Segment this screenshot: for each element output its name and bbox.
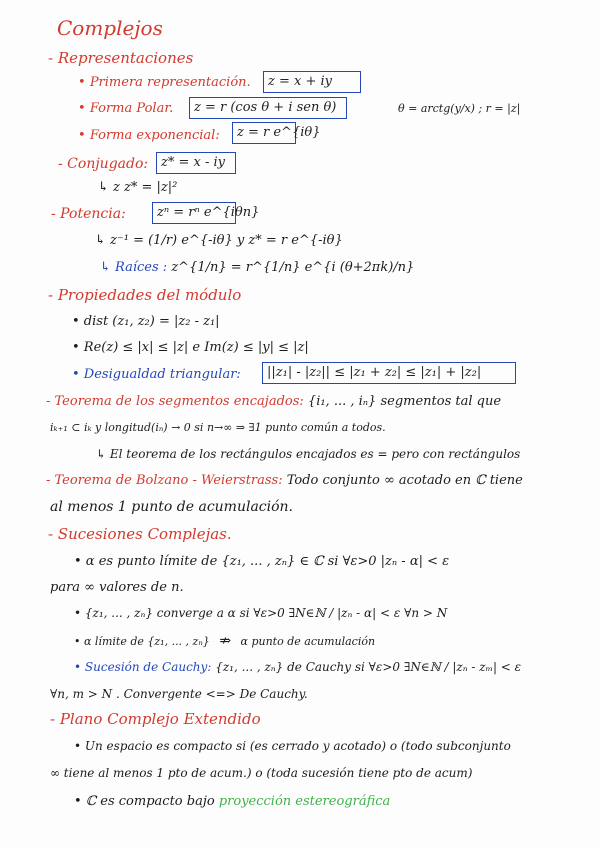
- potencia-formula-box: zⁿ = rⁿ e^{iθn}: [152, 202, 236, 224]
- propiedad-re-im: • Re(z) ≤ |x| ≤ |z| e Im(z) ≤ |y| ≤ |z|: [72, 340, 309, 355]
- sucesiones-heading: - Sucesiones Complejas.: [48, 525, 232, 543]
- compacto-text: • ℂ es compacto bajo: [74, 794, 215, 809]
- plano-line-2: ∞ tiene al menos 1 pto de acum.) o (toda sucesión tiene pto de acum): [50, 766, 473, 780]
- potencia-sub2: [100, 261, 414, 274]
- potencia-sub1: ↳ z⁻¹ = (1/r) e^{-iθ} y z* = r e^{-iθ}: [95, 233, 343, 248]
- rep-formula-box-1: z = x + iy: [263, 71, 361, 93]
- segmentos-line-1: [46, 395, 501, 408]
- segmentos-line1-rest: {i₁, ... , iₙ} segmentos tal que: [307, 394, 502, 409]
- bolzano-line1-rest: Todo conjunto ∞ acotado en ℂ tiene: [286, 473, 523, 488]
- rep-item-label: Forma Polar.: [89, 101, 174, 116]
- proyeccion-text: proyección estereográfica: [218, 794, 391, 809]
- sucesiones-line-3: • {z₁, ... , zₙ} converge a α si ∀ε>0 ∃N∈ℕ / |zₙ - α| < ε ∀n > N: [74, 606, 448, 620]
- cauchy-label: • Sucesión de Cauchy:: [74, 660, 212, 674]
- raices-formula: z^{1/n} = r^{1/n} e^{i (θ+2πk)/n}: [171, 260, 415, 275]
- raices-label: ↳ Raíces :: [100, 260, 168, 275]
- conjugado-sub: ↳ z z* = |z|²: [98, 180, 178, 195]
- sucesiones-line-6: ∀n, m > N . Convergente <=> De Cauchy.: [50, 687, 308, 701]
- plano-line-3: [74, 795, 390, 808]
- representaciones-heading: - Representaciones: [48, 49, 194, 67]
- segmentos-line-2: iₖ₊₁ ⊂ iₖ y longitud(iₙ) → 0 si n→∞ ⇒ ∃1 punto común a todos.: [50, 421, 386, 434]
- limite-text: • α límite de {z₁, ... , zₙ}: [74, 635, 210, 648]
- cauchy-line: [74, 661, 521, 673]
- propiedad-dist: • dist (z₁, z₂) = |z₂ - z₁|: [72, 314, 220, 329]
- rep-formula-box-3: z = r e^{iθ}: [232, 122, 296, 144]
- rep-item-2: [78, 102, 173, 115]
- desigualdad-label: • Desigualdad triangular:: [72, 367, 241, 382]
- segmentos-heading: - Teorema de los segmentos encajados:: [46, 394, 304, 409]
- bullet: •: [78, 128, 86, 143]
- rep-item-label: Forma exponencial:: [89, 128, 220, 143]
- bolzano-line-2: al menos 1 punto de acumulación.: [50, 499, 294, 515]
- not-implies-icon: ⇏: [219, 633, 232, 649]
- rep-formula-box-2: z = r (cos θ + i sen θ): [189, 97, 347, 119]
- bullet: •: [78, 101, 86, 116]
- conjugado-formula-box: z* = x - iy: [156, 152, 236, 174]
- propiedades-heading: - Propiedades del módulo: [48, 286, 242, 304]
- potencia-label: - Potencia:: [51, 206, 126, 222]
- bullet: •: [78, 75, 86, 90]
- plano-line-1: • Un espacio es compacto si (es cerrado y acotado) o (todo subconjunto: [74, 739, 511, 753]
- rep-item-1: [78, 76, 251, 89]
- sucesiones-line-4: [74, 634, 375, 648]
- bolzano-heading: - Teorema de Bolzano - Weierstrass:: [46, 473, 283, 488]
- page-title: Complejos: [57, 16, 163, 40]
- desigualdad-formula-box: ||z₁| - |z₂|| ≤ |z₁ + z₂| ≤ |z₁| + |z₂|: [262, 362, 516, 384]
- conjugado-label: - Conjugado:: [58, 156, 149, 172]
- rep-note: θ = arctg(y/x) ; r = |z|: [398, 102, 521, 115]
- sucesiones-line-1: • α es punto límite de {z₁, ... , zₙ} ∈ ℂ si ∀ε>0 |zₙ - α| < ε: [74, 554, 450, 569]
- bolzano-line-1: [46, 474, 523, 487]
- segmentos-line-3: ↳ El teorema de los rectángulos encajados es = pero con rectángulos: [96, 447, 521, 461]
- rep-item-label: Primera representación.: [89, 75, 251, 90]
- cauchy-rest: {z₁, ... , zₙ} de Cauchy si ∀ε>0 ∃N∈ℕ / |zₙ - zₘ| < ε: [215, 660, 522, 674]
- plano-heading: - Plano Complejo Extendido: [50, 710, 261, 728]
- acumulacion-text: α punto de acumulación: [240, 635, 376, 648]
- rep-item-3: [78, 129, 220, 142]
- sucesiones-line-2: para ∞ valores de n.: [50, 580, 184, 595]
